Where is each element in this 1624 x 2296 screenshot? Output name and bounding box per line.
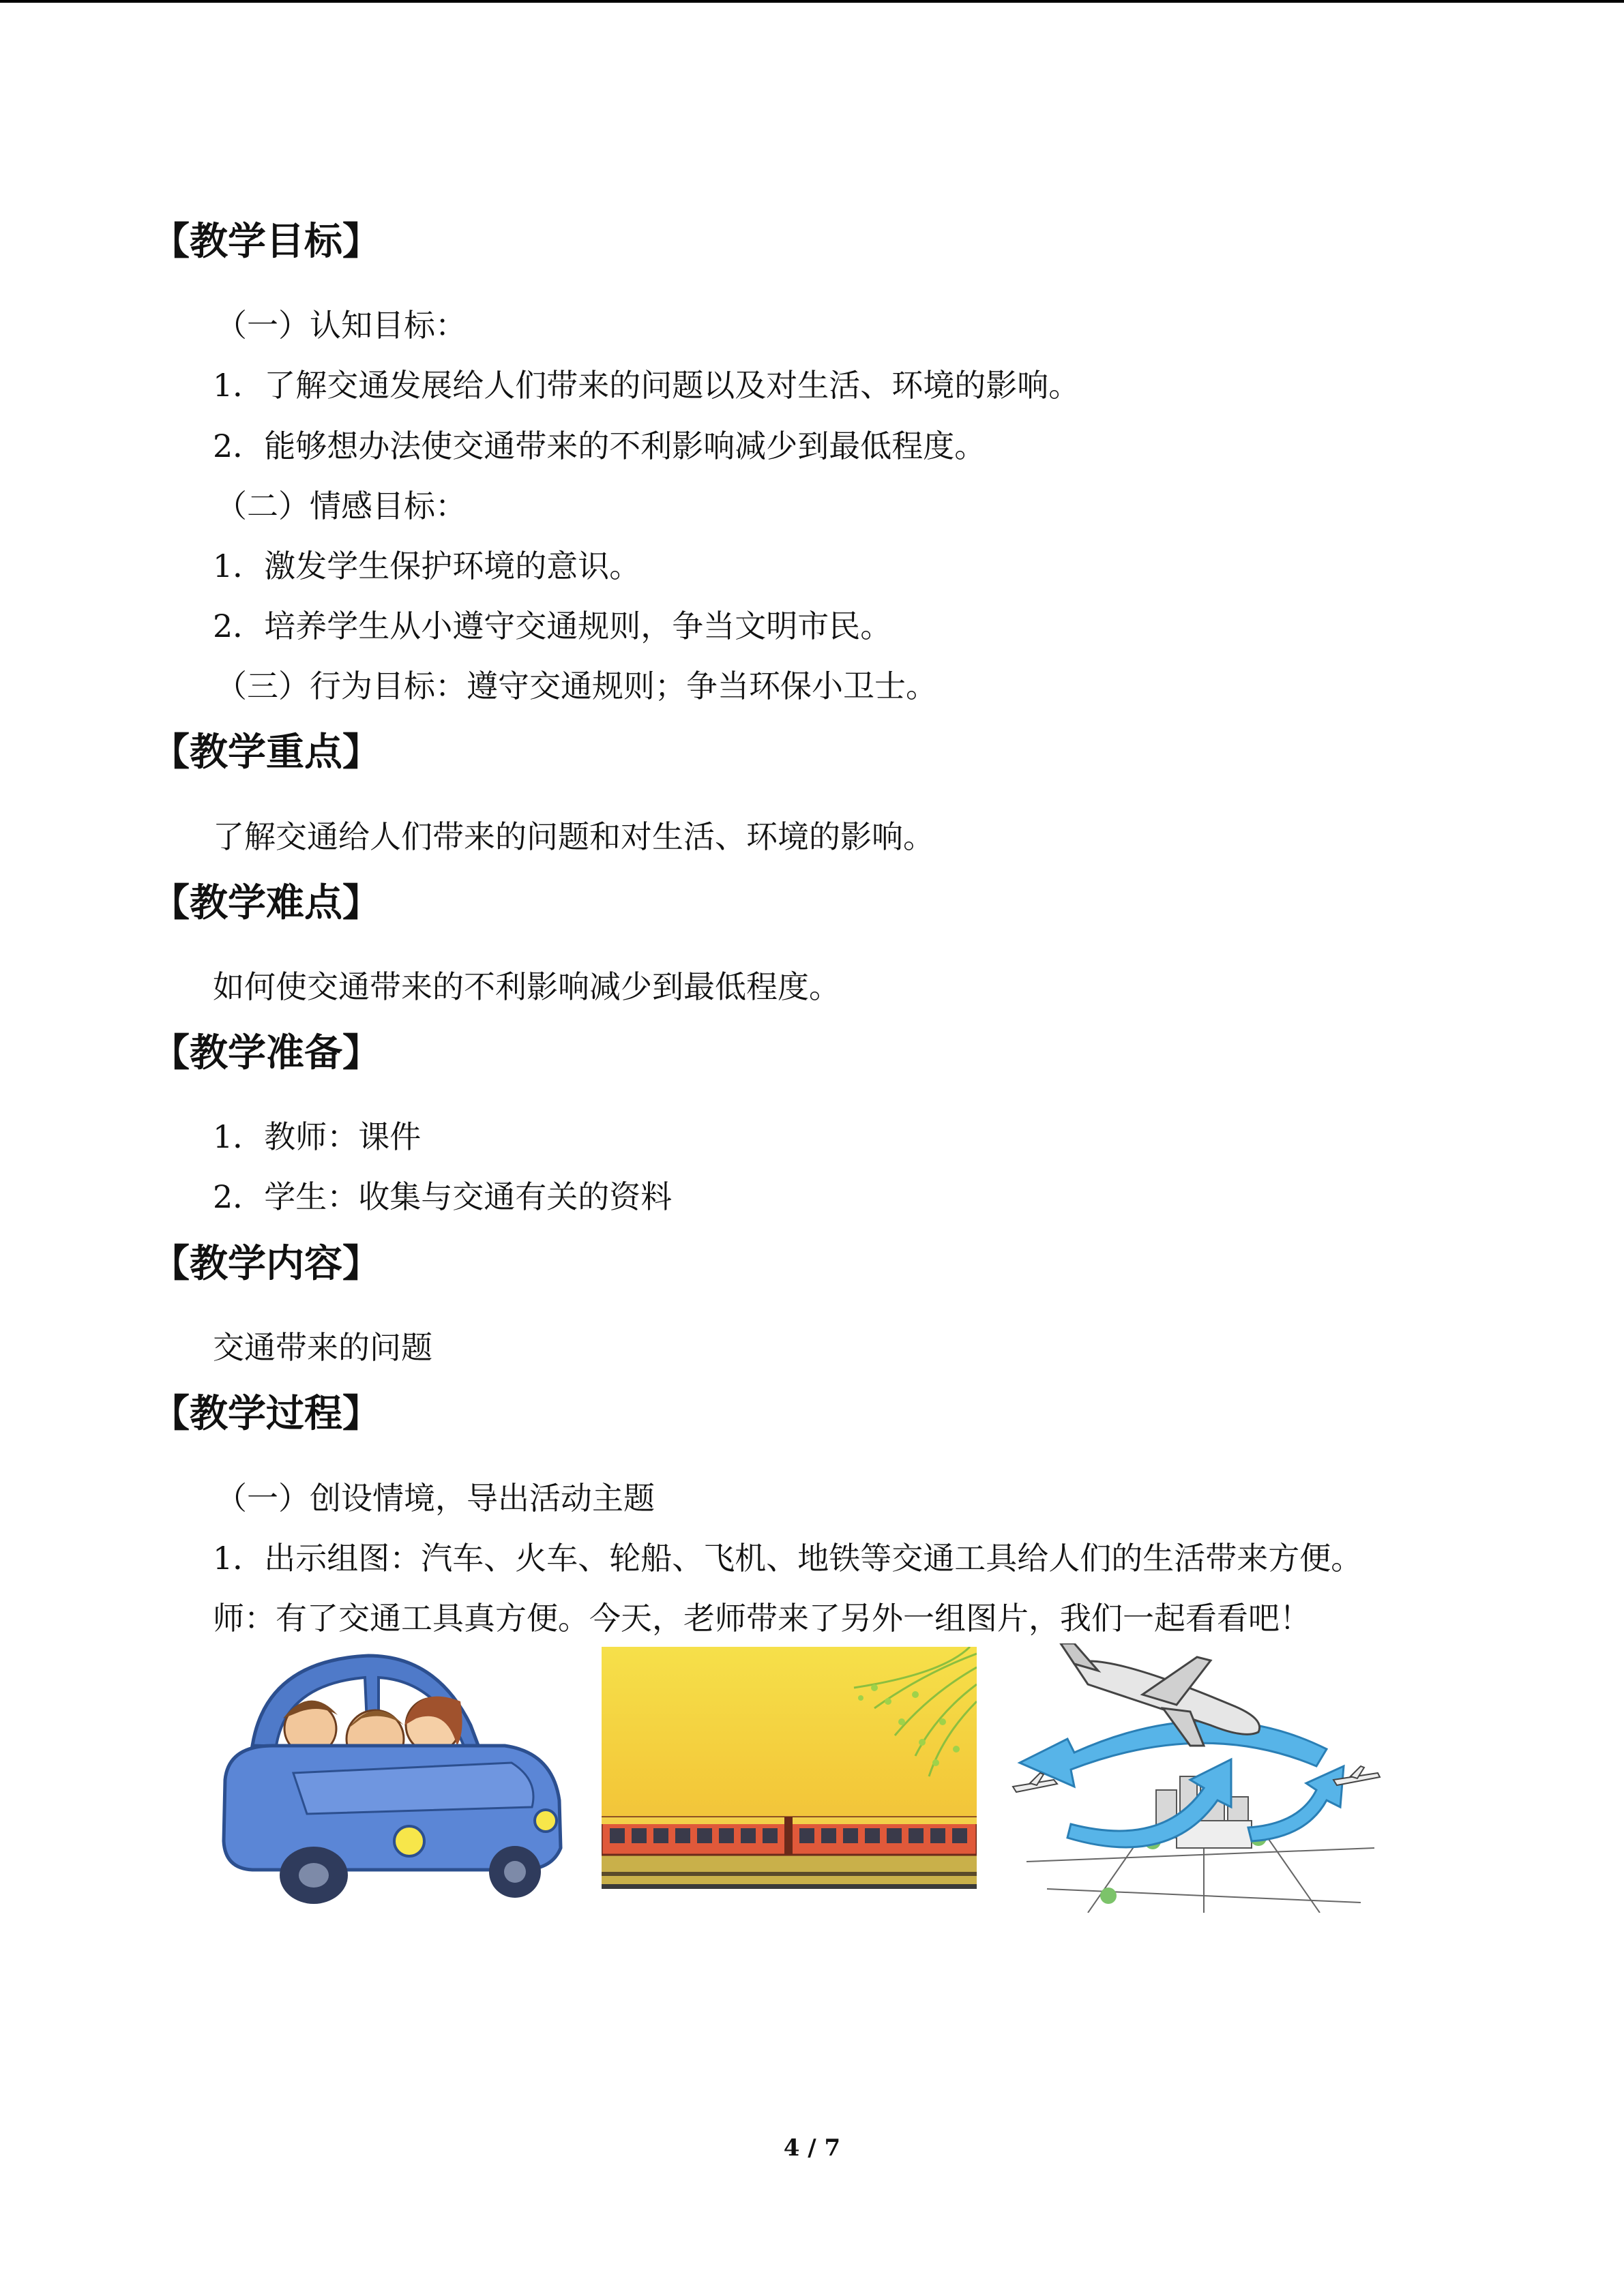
airplane-illustration [1006,1643,1388,1913]
page-number: 4 / 7 [783,2134,841,2162]
process-step-heading: （一）创设情境，导出活动主题 [216,1480,655,1517]
goal-behavior: （三）行为目标：遵守交通规则；争当环保小卫士。 [216,668,937,704]
heading-process: 【教学过程】 [151,1392,381,1436]
key-points-text: 了解交通给人们带来的问题和对生活、环境的影响。 [213,818,934,855]
train-illustration [602,1647,977,1889]
goal-cognitive-item-1: 1．了解交通发展给人们带来的问题以及对生活、环境的影响。 [213,367,1080,404]
preparation-item-1: 1．教师：课件 [213,1118,422,1155]
goal-emotional-item-1: 1．激发学生保护环境的意识。 [213,548,641,584]
heading-content: 【教学内容】 [151,1242,381,1286]
process-teacher-line: 师：有了交通工具真方便。今天，老师带来了另外一组图片，我们一起看看吧！ [213,1600,1311,1637]
preparation-item-2: 2．学生：收集与交通有关的资料 [213,1178,673,1215]
goal-emotional-item-2: 2．培养学生从小遵守交通规则，争当文明市民。 [213,608,892,644]
top-rule [0,0,1624,3]
difficulties-text: 如何使交通带来的不利影响减少到最低程度。 [213,968,840,1005]
heading-difficulties: 【教学难点】 [151,881,381,925]
heading-teaching-goals: 【教学目标】 [151,220,381,264]
goal-cognitive-heading: （一）认知目标： [216,307,467,344]
car-illustration [211,1643,573,1909]
content-text: 交通带来的问题 [213,1329,432,1366]
goal-cognitive-item-2: 2．能够想办法使交通带来的不利影响减少到最低程度。 [213,428,986,464]
heading-preparation: 【教学准备】 [151,1031,381,1075]
heading-key-points: 【教学重点】 [151,730,381,775]
goal-emotional-heading: （二）情感目标： [216,488,467,524]
process-step-1: 1．出示组图：汽车、火车、轮船、飞机、地铁等交通工具给人们的生活带来方便。 [213,1540,1363,1577]
